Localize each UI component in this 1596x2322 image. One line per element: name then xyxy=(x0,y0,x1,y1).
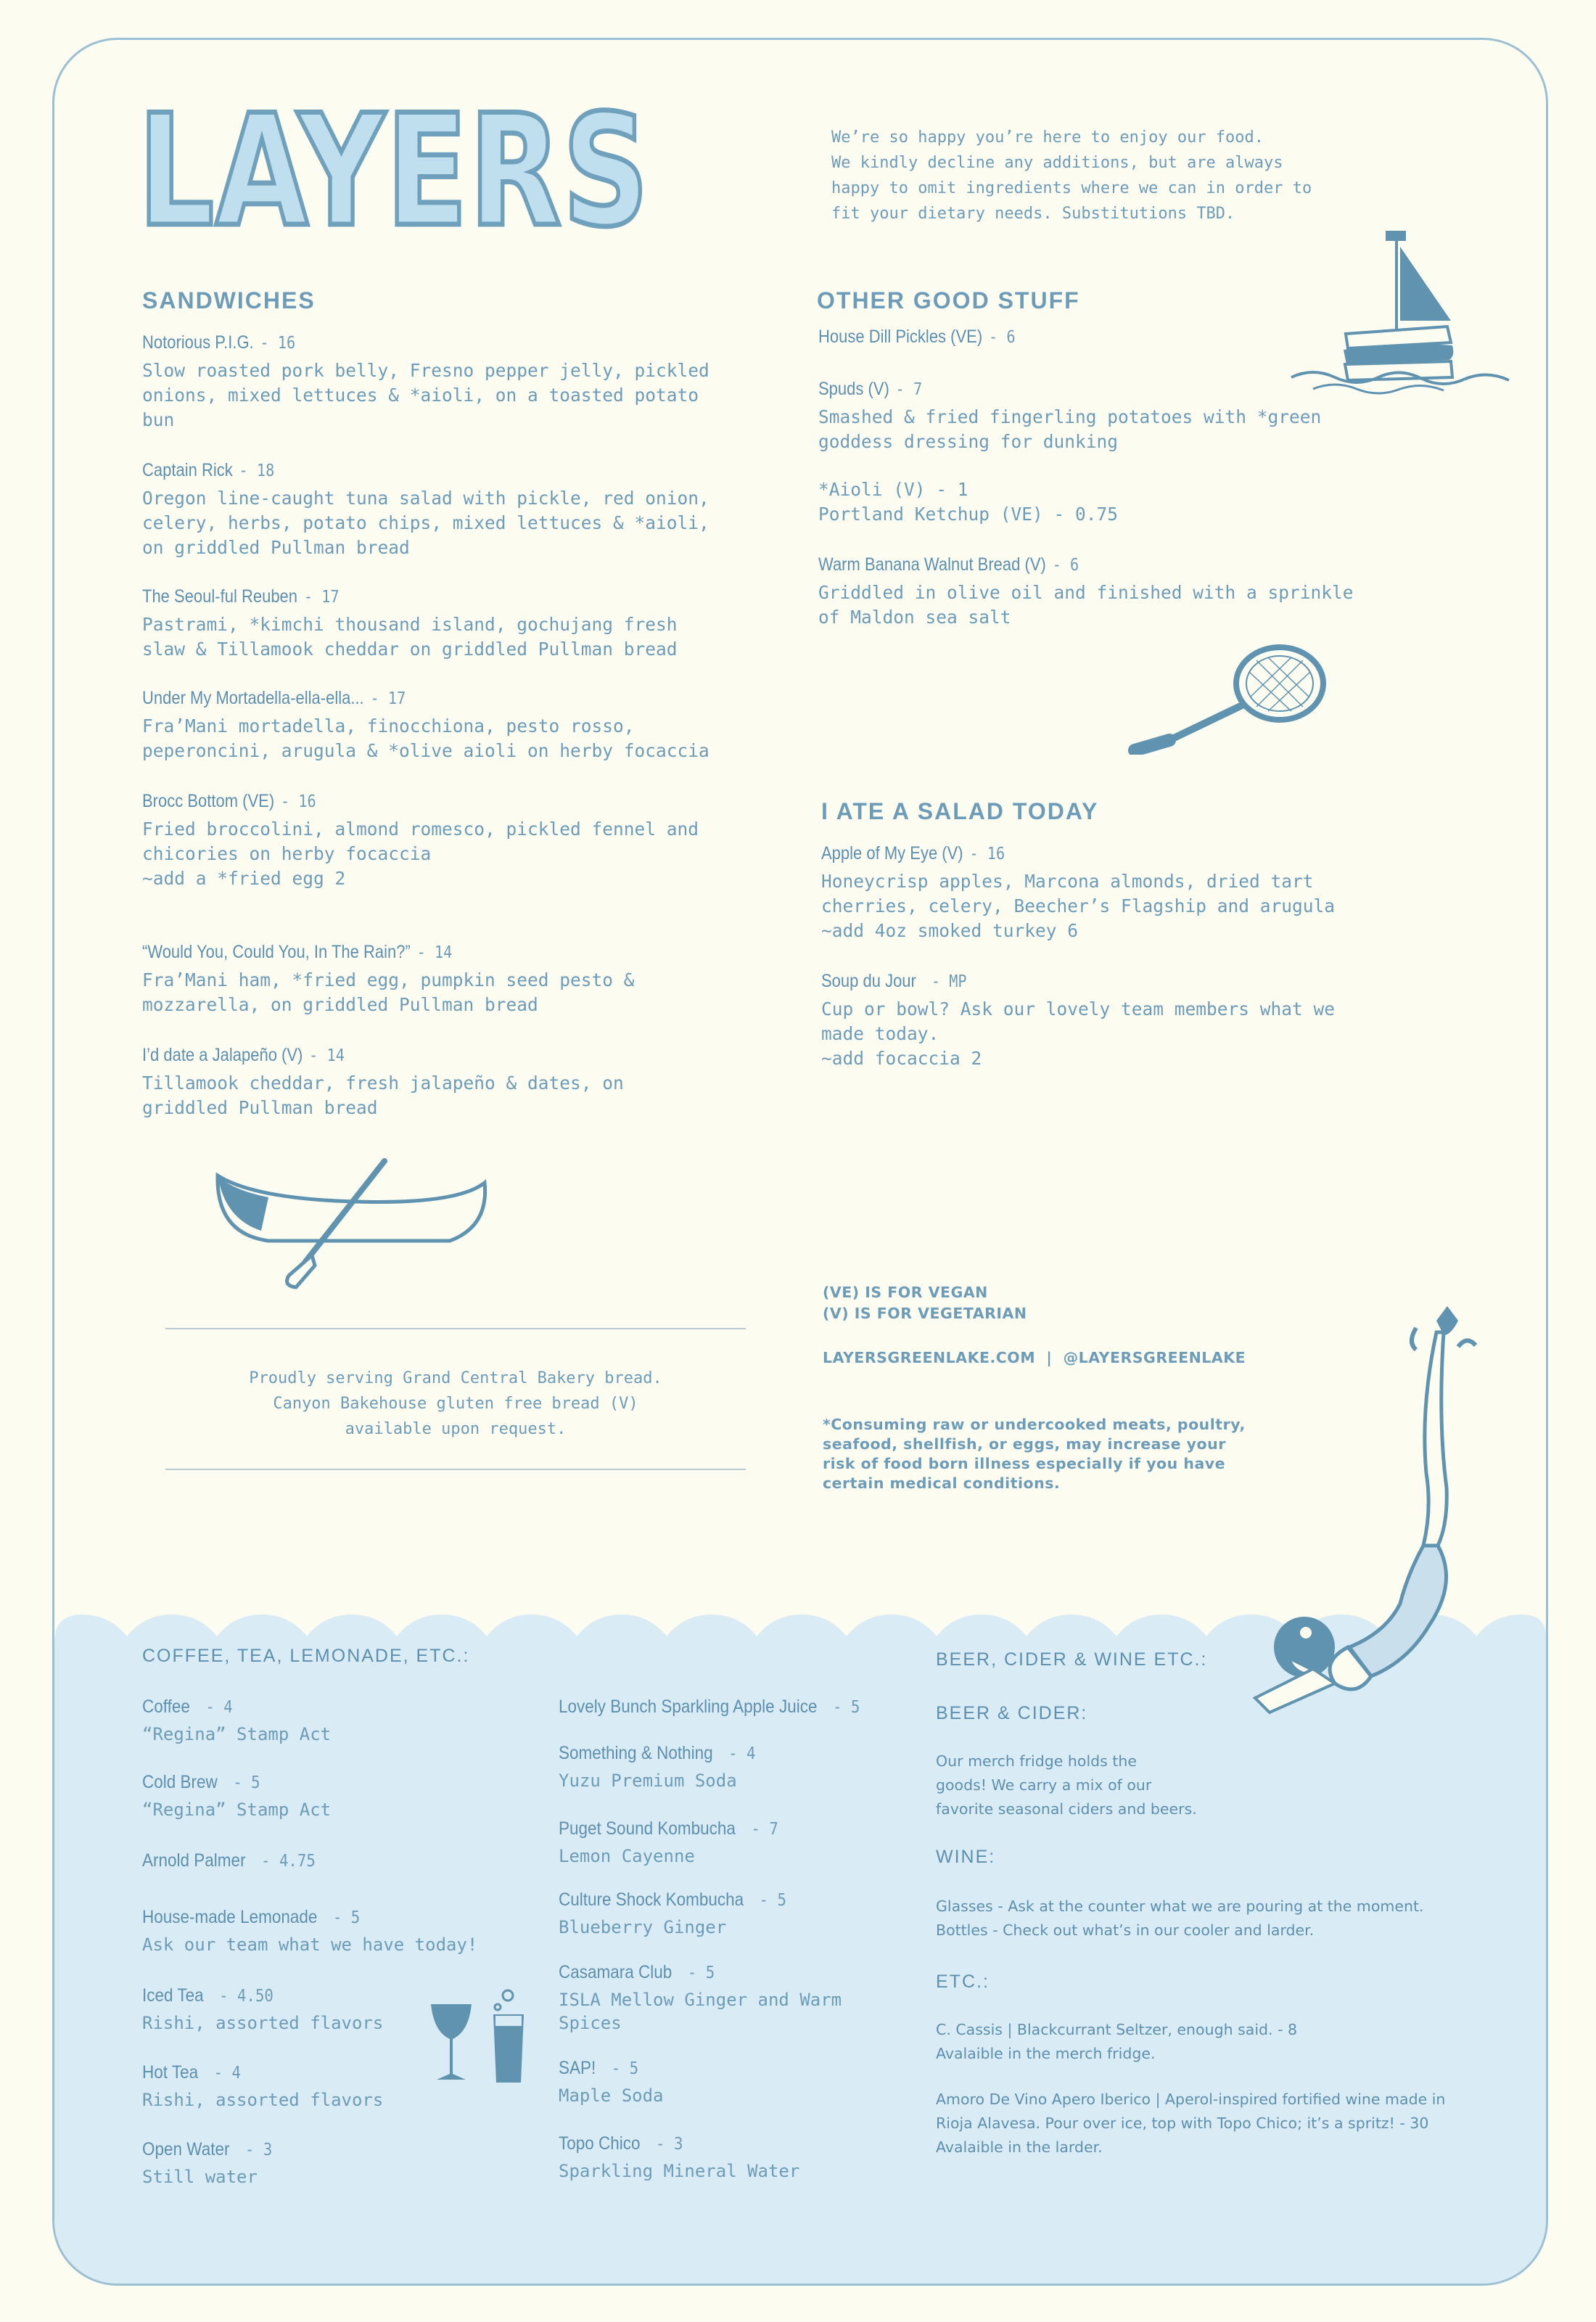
item-title: Soup du Jour xyxy=(821,971,916,991)
item-title: Captain Rick xyxy=(142,460,233,480)
website-link[interactable]: LAYERSGREENLAKE.COM | @LAYERSGREENLAKE xyxy=(823,1349,1246,1366)
menu-item-name xyxy=(142,1907,360,1928)
canoe-icon xyxy=(210,1154,493,1292)
divider-bottom xyxy=(165,1469,746,1470)
item-price: - 7 xyxy=(741,1820,778,1839)
item-price: - 14 xyxy=(416,943,453,962)
item-title: Spuds (V) xyxy=(818,379,889,399)
item-price: - 16 xyxy=(969,845,1005,863)
menu-item-description: Rishi, assorted flavors xyxy=(142,2013,384,2033)
item-title: House-made Lemonade xyxy=(142,1907,318,1927)
bread-note: Proudly serving Grand Central Bakery bread. Canyon Bakehouse gluten free bread (V) available upon request. xyxy=(249,1369,662,1438)
etc-item-cassis: C. Cassis | Blackcurrant Seltzer, enough said. - 8 Avalaible in the merch fridge. xyxy=(936,2021,1298,2062)
item-title: House Dill Pickles (VE) xyxy=(818,327,983,347)
menu-item-description: “Regina” Stamp Act xyxy=(142,1724,332,1744)
menu-item-name xyxy=(142,942,452,963)
menu-item-name xyxy=(142,2139,272,2160)
menu-item-name xyxy=(559,1743,755,1764)
legend-vegetarian: (V) IS FOR VEGETARIAN xyxy=(823,1305,1027,1322)
item-title: Open Water xyxy=(142,2139,230,2159)
item-title: Casamara Club xyxy=(559,1962,672,1982)
wine-title: WINE: xyxy=(936,1847,996,1867)
item-price: - 4 xyxy=(205,2064,241,2083)
salad-title: I ATE A SALAD TODAY xyxy=(821,798,1099,824)
menu-item-name xyxy=(142,688,406,709)
menu-item-name xyxy=(821,843,1005,864)
menu-item-description: ISLA Mellow Ginger and Warm Spices xyxy=(559,1990,842,2033)
item-price: - 3 xyxy=(236,2141,273,2159)
item-price: - 4 xyxy=(196,1698,233,1717)
item-title: Arnold Palmer xyxy=(142,1850,246,1871)
menu-item-name xyxy=(142,1045,345,1066)
item-price: - 17 xyxy=(370,689,406,708)
drink-glasses-icon xyxy=(428,1988,537,2090)
item-price: - 5 xyxy=(823,1698,860,1717)
menu-item-name xyxy=(559,2058,638,2079)
menu-item-description: Sparkling Mineral Water xyxy=(559,2161,800,2181)
sandwiches-title: SANDWICHES xyxy=(142,287,316,313)
menu-item-description: Pastrami, *kimchi thousand island, gochujang fresh slaw & Tillamook cheddar on griddled Pullman bread xyxy=(142,614,678,660)
item-price: - 14 xyxy=(309,1046,345,1065)
item-title: “Would You, Could You, In The Rain?” xyxy=(142,942,411,962)
menu-item-name xyxy=(142,1985,273,2006)
item-title: Brocc Bottom (VE) xyxy=(142,791,275,811)
menu-item-name xyxy=(142,332,295,353)
intro-text: We’re so happy you’re here to enjoy our food. We kindly decline any additions, but are always happy to omit ingredients where we can in order to fit your dietary needs. Substitutions TBD. xyxy=(831,128,1312,223)
menu-item-name xyxy=(818,379,922,400)
item-price: - 18 xyxy=(239,461,275,480)
item-title: Notorious P.I.G. xyxy=(142,332,254,353)
item-price: - 6 xyxy=(988,328,1016,347)
item-title: I’d date a Jalapeño (V) xyxy=(142,1045,303,1065)
menu-item-description: Blueberry Ginger xyxy=(559,1917,727,1937)
item-title: Hot Tea xyxy=(142,2062,199,2083)
etc-title: ETC.: xyxy=(936,1972,990,1992)
tennis-racket-icon xyxy=(1126,639,1336,755)
item-title: Puget Sound Kombucha xyxy=(559,1818,736,1839)
menu-item-description: Griddled in olive oil and finished with a sprinkle of Maldon sea salt xyxy=(818,582,1354,628)
menu-item-name xyxy=(142,791,316,812)
item-price: - 16 xyxy=(280,792,316,811)
menu-item-description: Lemon Cayenne xyxy=(559,1846,695,1866)
menu-item-description: Ask our team what we have today! xyxy=(142,1935,478,1955)
item-title: Warm Banana Walnut Bread (V) xyxy=(818,554,1046,575)
item-title: Coffee xyxy=(142,1697,190,1717)
item-title: Lovely Bunch Sparkling Apple Juice xyxy=(559,1697,818,1717)
item-title: The Seoul-ful Reuben xyxy=(142,586,298,607)
item-title: Topo Chico xyxy=(559,2133,641,2154)
item-price: - 4.50 xyxy=(210,1987,273,2006)
menu-item-description: *Aioli (V) - 1 Portland Ketchup (VE) - 0.75 xyxy=(818,479,1119,525)
brand-logo: LAYERS xyxy=(138,81,651,260)
menu-item-name xyxy=(559,2133,683,2154)
item-price: - 5 xyxy=(223,1773,260,1792)
beer-cider-text: Our merch fridge holds the goods! We carry a mix of our favorite seasonal ciders and beers. xyxy=(936,1752,1197,1818)
item-title: Iced Tea xyxy=(142,1985,204,2006)
menu-item-description: Rishi, assorted flavors xyxy=(142,2090,384,2110)
menu-item-description: Fra’Mani ham, *fried egg, pumpkin seed pesto & mozzarella, on griddled Pullman bread xyxy=(142,969,635,1015)
item-title: SAP! xyxy=(559,2058,596,2078)
menu-item-description: Tillamook cheddar, fresh jalapeño & dates, on griddled Pullman bread xyxy=(142,1072,624,1118)
menu-item-name xyxy=(818,554,1079,575)
item-price: - 7 xyxy=(895,380,923,399)
menu-item-description: Still water xyxy=(142,2167,258,2187)
item-price: - 5 xyxy=(678,1964,715,1982)
diver-icon xyxy=(1226,1306,1516,1814)
menu-item-description: “Regina” Stamp Act xyxy=(142,1800,332,1820)
item-title: Culture Shock Kombucha xyxy=(559,1890,744,1910)
menu-item-name xyxy=(142,1772,260,1793)
item-price: - 5 xyxy=(602,2059,639,2078)
menu-item-name xyxy=(142,2062,241,2083)
menu-item-description: Fra’Mani mortadella, finocchiona, pesto rosso, peperoncini, arugula & *olive aioli on herby focaccia xyxy=(142,715,709,761)
wine-text: Glasses - Ask at the counter what we are pouring at the moment. Bottles - Check out what’s in our cooler and larder. xyxy=(936,1898,1424,1939)
beer-title: BEER, CIDER & WINE ETC.: xyxy=(936,1649,1208,1670)
sailboat-sandwich-icon xyxy=(1284,225,1516,399)
menu-item-name xyxy=(142,460,274,481)
disclaimer-text: *Consuming raw or undercooked meats, poultry, seafood, shellfish, or eggs, may increase your risk of food born illness especially if you have certain medical conditions. xyxy=(823,1416,1246,1492)
menu-item-description: Cup or bowl? Ask our lovely team members what we made today. ~add focaccia 2 xyxy=(821,998,1336,1069)
item-price: - 6 xyxy=(1052,556,1079,575)
etc-item-amoro: Amoro De Vino Apero Iberico | Aperol-inspired fortified wine made in Rioja Alavesa. Pour over ice, top with Topo Chico; it’s a spritz! - 30 Avalaible in the larder. xyxy=(936,2091,1446,2156)
item-title: Something & Nothing xyxy=(559,1743,713,1763)
other-title: OTHER GOOD STUFF xyxy=(817,287,1080,313)
menu-item-name xyxy=(142,586,340,607)
item-price: - 5 xyxy=(750,1891,786,1910)
menu-item-description: Honeycrisp apples, Marcona almonds, dried tart cherries, celery, Beecher’s Flagship and arugula ~add 4oz smoked turkey 6 xyxy=(821,871,1336,941)
menu-item-description: Yuzu Premium Soda xyxy=(559,1771,737,1791)
legend-vegan: (VE) IS FOR VEGAN xyxy=(823,1284,988,1301)
menu-item-name xyxy=(821,971,967,992)
divider-top xyxy=(165,1328,746,1329)
item-price: - 4.75 xyxy=(252,1852,316,1871)
menu-item-name xyxy=(559,1962,715,1983)
menu-item-name xyxy=(559,1890,786,1911)
menu-item-description: Slow roasted pork belly, Fresno pepper jelly, pickled onions, mixed lettuces & *aioli, on a toasted potato bun xyxy=(142,360,709,430)
menu-item-description: Fried broccolini, almond romesco, pickled fennel and chicories on herby focaccia ~add a *fried egg 2 xyxy=(142,819,699,889)
beer-cider-title: BEER & CIDER: xyxy=(936,1703,1088,1723)
menu-item-name xyxy=(142,1697,233,1718)
item-price: - 17 xyxy=(303,588,340,607)
item-title: Under My Mortadella-ella-ella... xyxy=(142,688,364,708)
item-price: - 16 xyxy=(260,334,296,353)
menu-item-name xyxy=(142,1850,316,1871)
menu-item-name xyxy=(559,1818,778,1839)
menu-item-description: Oregon line-caught tuna salad with pickle, red onion, celery, herbs, potato chips, mixed lettuces & *aioli, on griddled Pullman bread xyxy=(142,488,709,558)
menu-item-name xyxy=(559,1697,860,1718)
menu-item-name xyxy=(818,327,1016,348)
item-price: - MP xyxy=(922,972,967,991)
item-price: - 5 xyxy=(324,1908,361,1927)
item-title: Apple of My Eye (V) xyxy=(821,843,963,863)
item-title: Cold Brew xyxy=(142,1772,218,1792)
item-price: - 3 xyxy=(646,2135,683,2154)
item-price: - 4 xyxy=(719,1744,756,1763)
menu-item-description: Maple Soda xyxy=(559,2085,664,2106)
menu-item-description: Smashed & fried fingerling potatoes with *green goddess dressing for dunking xyxy=(818,406,1322,452)
coffee-title: COFFEE, TEA, LEMONADE, ETC.: xyxy=(142,1646,470,1666)
